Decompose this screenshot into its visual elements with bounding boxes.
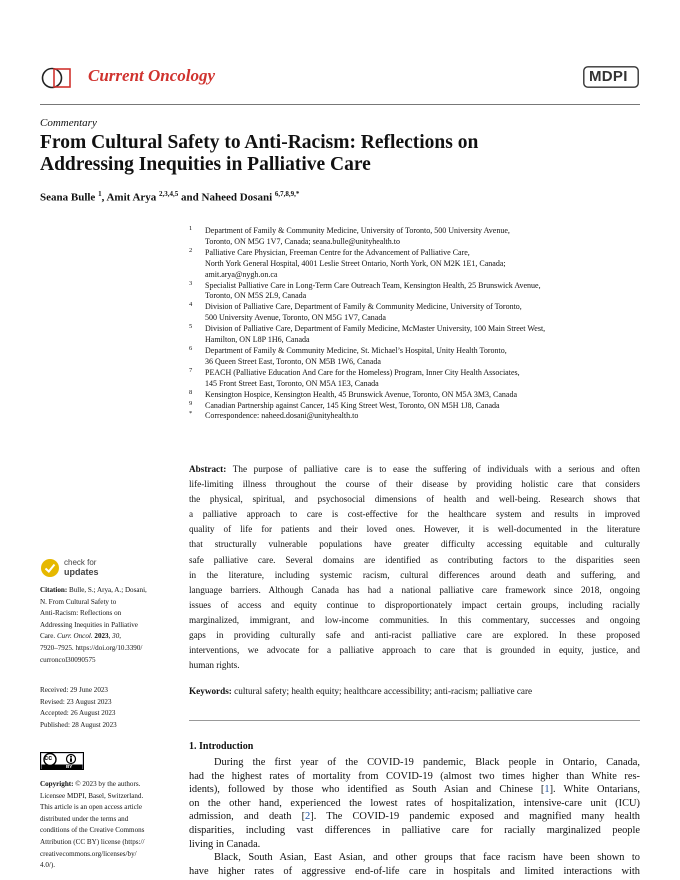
date-line: Revised: 23 August 2023 <box>40 697 112 706</box>
affiliation-line: Division of Palliative Care, Department of Family Medicine, McMaster University, 100 Main Street West, <box>205 324 546 334</box>
body-line <box>189 783 640 797</box>
affiliation-line: North York General Hospital, 4001 Leslie Street Ontario, North York, ON M2K 1E1, Canada; <box>205 258 506 268</box>
citation-volume: 30 <box>112 632 120 641</box>
affiliation-number: 2 <box>189 246 193 254</box>
abstract-line <box>189 568 640 583</box>
copyright-text: © 2023 by the authors. <box>73 780 141 788</box>
abstract-line <box>189 598 640 613</box>
body-text: ]. The COVID-19 pandemic exposed and magnified many health <box>310 811 640 823</box>
body-text: Black, South Asian, East Asian, and other groups that face racism have been shown to <box>214 852 640 864</box>
abstract-line <box>189 613 640 628</box>
affiliation-text <box>205 390 640 401</box>
citation-line <box>40 620 180 632</box>
affiliation-line: Department of Family & Community Medicine, University of Toronto, 500 University Avenue, <box>205 226 510 235</box>
abstract-line <box>189 553 640 568</box>
citation-text: , <box>119 632 122 641</box>
abstract-line <box>189 462 640 477</box>
updates-line1: check for <box>64 558 97 567</box>
affiliation-line: Specialist Palliative Care in Long-Term Care Outreach Team, Kensington Health, 25 Brunswick Avenue, <box>205 280 541 290</box>
copyright-text: creativecommons.org/licenses/by/ <box>40 849 137 858</box>
body-line <box>189 756 640 770</box>
citation-line <box>40 608 180 620</box>
author-affiliation-ref[interactable]: 6,7,8,9,* <box>274 190 300 198</box>
affiliation-number: * <box>189 410 193 418</box>
body-text: idents), followed by those who identified as South Asian and Chinese [ <box>189 784 545 796</box>
abstract-line <box>189 658 640 673</box>
section-heading: 1. Introduction <box>189 741 254 752</box>
abstract-line <box>189 507 640 522</box>
body-text: During the first year of the COVID-19 pandemic, Black people in Ontario, Canada, <box>214 757 640 768</box>
citation-text: Care. <box>40 632 57 641</box>
citation-text: , <box>108 632 113 641</box>
affiliation-line: Palliative Care Physician, Freeman Centre for the Advancement of Palliative Care, <box>205 247 470 257</box>
abstract-line <box>189 643 640 658</box>
citation-text: curroncol30090575 <box>40 655 96 664</box>
affiliation-item <box>189 346 640 368</box>
abstract-line <box>189 492 640 507</box>
abstract-line <box>189 477 640 492</box>
affiliation-text <box>205 368 640 390</box>
abstract <box>189 462 640 673</box>
citation-line <box>40 585 180 597</box>
body-line <box>189 865 640 879</box>
affiliation-line: 145 Front Street East, Toronto, ON M5A 1E3, Canada <box>205 378 379 388</box>
affiliation-number: 5 <box>189 323 193 331</box>
abstract-text: safe palliative care. Several domains are identified as contributing factors to the disparities seen <box>189 554 640 565</box>
abstract-text: marginalized, immigrant, and low-income communities. In this commentary, successes and ongoing <box>189 614 640 625</box>
cc-by-license-icon[interactable] <box>40 752 84 770</box>
affiliation-line: Department of Family & Community Medicine, St. Michael’s Hospital, Unity Health Toronto, <box>205 345 507 355</box>
affiliation-text <box>205 324 640 346</box>
affiliation-item <box>189 302 640 324</box>
updates-line2: updates <box>64 567 99 577</box>
copyright-text: Attribution (CC BY) license (https:// <box>40 837 145 846</box>
affiliation-line: amit.arya@nygh.on.ca <box>205 269 278 279</box>
abstract-line <box>189 583 640 598</box>
citation-line <box>40 655 180 667</box>
copyright-label: Copyright: <box>40 780 74 788</box>
journal-logo-icon <box>40 66 74 90</box>
affiliation-number: 8 <box>189 388 193 396</box>
affiliation-text <box>205 346 640 368</box>
affiliation-text <box>205 226 640 248</box>
publisher-logo[interactable] <box>583 66 639 88</box>
affiliation-number: 4 <box>189 301 193 309</box>
citation-label: Citation: <box>40 586 68 594</box>
check-updates-icon <box>40 558 60 578</box>
affiliation-text <box>205 248 640 281</box>
abstract-text: language barriers. Although Canada has had a national palliative care framework since 2018, ongoing <box>189 584 640 595</box>
section-divider <box>189 720 640 721</box>
body-line <box>189 797 640 811</box>
check-for-updates-badge[interactable] <box>40 556 170 582</box>
date-line: Received: 29 June 2023 <box>40 686 108 694</box>
title-line: From Cultural Safety to Anti-Racism: Reflections on <box>40 132 479 153</box>
affiliation-number: 7 <box>189 366 193 374</box>
body-line <box>189 770 640 784</box>
affiliation-line: Correspondence: naheed.dosani@unityhealth.to <box>205 411 359 421</box>
copyright-line <box>40 814 180 826</box>
body-text: have higher rates of aggressive end-of-life care in hospitals and limited interactions with <box>189 865 640 877</box>
copyright-line <box>40 825 180 837</box>
citation-line <box>40 643 180 655</box>
journal-abbrev: Curr. Oncol. <box>56 632 93 641</box>
body-text: on the other hand, experienced the lowest rates of hospitalization, intensive-care unit (ICU) <box>189 797 640 809</box>
keywords-label: Keywords: <box>189 686 232 696</box>
author-name: Amit Arya <box>106 191 157 204</box>
affiliation-item <box>189 401 640 412</box>
author-separator: , <box>101 191 107 204</box>
abstract-label: Abstract: <box>189 464 227 474</box>
copyright-line <box>40 802 180 814</box>
abstract-text: human rights. <box>189 660 240 671</box>
keywords-text: cultural safety; health equity; healthcare accessibility; anti-racism; palliative care <box>234 686 533 696</box>
body-text: admission, and death [ <box>189 811 306 823</box>
author-affiliation-ref[interactable]: 2,3,4,5 <box>159 190 179 198</box>
article-title <box>40 132 600 176</box>
affiliation-line: PEACH (Palliative Education And Care for the Homeless) Program, Inner City Health Associates, <box>205 367 520 377</box>
citation-link[interactable]: 2 <box>305 811 311 823</box>
affiliation-number: 1 <box>189 225 193 232</box>
abstract-line <box>189 628 640 643</box>
citation-text: Anti-Racism: Reflections on <box>40 609 122 618</box>
introduction-body <box>189 756 640 878</box>
citation-line <box>40 597 180 609</box>
affiliation-item <box>189 324 640 346</box>
copyright-line <box>40 849 180 861</box>
affiliation-line: Toronto, ON M5G 1V7, Canada; seana.bulle@unityhealth.to <box>205 236 400 246</box>
copyright-text: distributed under the terms and <box>40 814 129 823</box>
article-type: Commentary <box>40 117 97 129</box>
abstract-text: The purpose of palliative care is to ease the suffering of individuals with a serious and often <box>232 464 640 474</box>
affiliation-number: 6 <box>189 344 193 352</box>
citation-text: 7920–7925. https://doi.org/10.3390/ <box>40 643 143 652</box>
author-name: Naheed Dosani <box>201 191 273 204</box>
affiliation-item <box>189 226 640 248</box>
author-affiliation-ref[interactable]: 1 <box>98 190 102 198</box>
affiliation-line: Canadian Partnership against Cancer, 145 King Street West, Toronto, ON M5H 1J8, Canada <box>205 400 500 410</box>
affiliation-number: 3 <box>189 279 193 287</box>
affiliation-line: Division of Palliative Care, Department of Family & Community Medicine, University of Toronto, <box>205 302 522 312</box>
affiliation-text <box>205 281 640 303</box>
affiliation-item <box>189 281 640 303</box>
journal-name[interactable]: Current Oncology <box>88 66 216 85</box>
abstract-text: a palliative approach to care is cost-effective for the healthcare system and results in improved <box>189 509 640 520</box>
affiliation-item <box>189 411 640 422</box>
date-line: Accepted: 26 August 2023 <box>40 709 116 718</box>
abstract-text: that structurally vulnerable populations have greater difficulty accessing equitable and culturally <box>189 539 640 550</box>
copyright-line <box>40 779 180 791</box>
affiliation-text <box>205 401 640 412</box>
body-line <box>189 810 640 824</box>
citation-block <box>40 585 180 666</box>
author-list <box>40 190 299 204</box>
affiliation-text <box>205 302 640 324</box>
body-line <box>189 838 640 852</box>
author-separator: and <box>178 191 202 204</box>
abstract-line <box>189 522 640 537</box>
citation-text: Bulle, S.; Arya, A.; Dosani, <box>67 586 147 594</box>
citation-line <box>40 631 180 643</box>
body-text: living in Canada. <box>189 838 261 850</box>
citation-link[interactable]: 1 <box>544 784 550 796</box>
abstract-text: in the literature, including systemic racism, cultural differences around death and suffering, and <box>189 569 640 580</box>
body-text: ]. White Ontarians, <box>549 784 640 796</box>
date-line: Published: 28 August 2023 <box>40 721 117 730</box>
abstract-line <box>189 537 640 552</box>
cc-by-label: BY <box>66 763 73 769</box>
affiliation-item <box>189 368 640 390</box>
copyright-line <box>40 860 180 872</box>
abstract-text: issues of access and equity continue to disproportionately impact certain groups, including racially <box>189 599 640 610</box>
copyright-text: 4.0/). <box>40 861 55 870</box>
abstract-text: gaps in providing culturally safe and anti-racist palliative care are explored. In these proposed <box>189 630 640 641</box>
publisher-name: MDPI <box>589 68 628 85</box>
copyright-block <box>40 779 180 872</box>
affiliation-number: 9 <box>189 399 193 407</box>
affiliation-line: Kensington Hospice, Kensington Health, 45 Brunswick Avenue, Toronto, ON M5A 3M3, Canada <box>205 389 517 399</box>
affiliation-line: Hamilton, ON L8P 1H6, Canada <box>205 335 310 345</box>
affiliation-line: 36 Queen Street East, Toronto, ON M5B 1W6, Canada <box>205 356 381 366</box>
abstract-text: the physical, spiritual, and psychosocial dimensions of health and well-being. Research shows that <box>189 494 640 505</box>
affiliation-item <box>189 390 640 401</box>
affiliation-line: 500 University Avenue, Toronto, ON M5G 1V7, Canada <box>205 313 386 323</box>
publication-dates <box>40 685 117 732</box>
title-line: Addressing Inequities in Palliative Care <box>40 154 371 175</box>
citation-text: N. From Cultural Safety to <box>40 597 117 606</box>
body-text: had the highest rates of mortality from COVID-19 (almost two times higher than White res- <box>189 770 640 782</box>
header-divider <box>40 104 640 105</box>
affiliation-line: Toronto, ON M5S 2L9, Canada <box>205 291 307 301</box>
citation-year: 2023 <box>92 632 109 641</box>
citation-text: Addressing Inequities in Palliative <box>40 620 138 629</box>
abstract-text: interventions, we advocate for a palliative approach to care that is grounded in equity, justice, and <box>189 645 640 656</box>
copyright-line <box>40 837 180 849</box>
affiliation-list <box>189 226 640 422</box>
copyright-text: This article is an open access article <box>40 803 143 812</box>
affiliation-text <box>205 411 640 422</box>
copyright-line <box>40 791 180 803</box>
keywords <box>189 686 532 696</box>
body-line <box>189 851 640 865</box>
abstract-text: quality of life for patients and their loved ones. However, it is well-documented in the literature <box>189 524 640 535</box>
body-line <box>189 824 640 838</box>
abstract-text: life-limiting illness throughout the course of their disease by providing holistic care that considers <box>189 479 640 490</box>
affiliation-item <box>189 248 640 281</box>
author-name: Seana Bulle <box>40 191 96 204</box>
cc-label: cc <box>44 754 53 762</box>
copyright-text: conditions of the Creative Commons <box>40 826 145 835</box>
body-text: disparities, including vast differences in palliative care for racially marginalized people <box>189 824 640 836</box>
copyright-text: Licensee MDPI, Basel, Switzerland. <box>40 791 144 800</box>
